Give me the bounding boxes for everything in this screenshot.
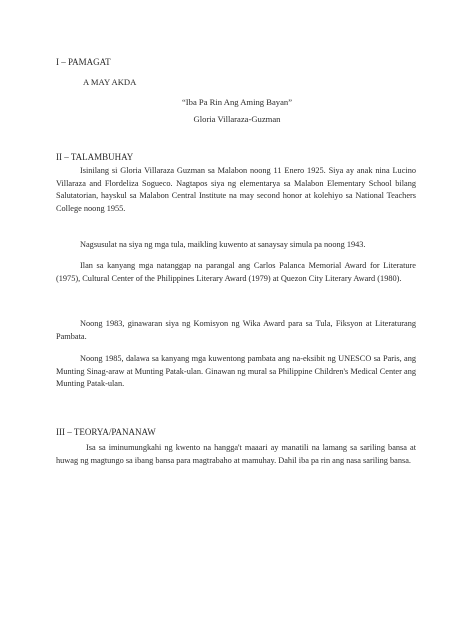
talambuhay-paragraph-2: Nagsusulat na siya ng mga tula, maikling kuwento at sanaysay simula pa noong 1943. xyxy=(80,240,366,249)
story-author: Gloria Villaraza-Guzman xyxy=(193,114,281,124)
talambuhay-paragraph-3: Ilan sa kanyang mga natanggap na parangal ang Carlos Palanca Memorial Award for Literature (1975), Cultural Center of the Philippines Literary Award (1979) at Quezon City Literary Award (1980). xyxy=(56,261,416,283)
section-heading-pamagat: I – PAMAGAT xyxy=(56,57,111,67)
talambuhay-paragraph-1: Isinilang si Gloria Villaraza Guzman sa Malabon noong 11 Enero 1925. Siya ay anak nina Lucino Villaraza and Flordeliza Sogueco. Nagtapos siya ng elementarya sa Malabon Elementary School bilang Salutatorian, hayskul sa Malabon Central Institute na may second honor at kolehiyo sa National Teachers College noong 1955. xyxy=(56,166,416,213)
talambuhay-paragraph-4: Noong 1983, ginawaran siya ng Komisyon ng Wika Award para sa Tula, Fiksyon at Literaturang Pambata. xyxy=(56,319,416,341)
story-title: “Iba Pa Rin Ang Aming Bayan” xyxy=(181,97,293,107)
teorya-paragraph-1: Isa sa iminumungkahi ng kwento na hangga't maaari ay manatili na lamang sa sariling bansa at huwag ng magtungo sa ibang bansa para magtrabaho at mamuhay. Dahil iba pa rin ang nasa sariling bansa. xyxy=(56,443,416,465)
section-heading-teorya: III – TEORYA/PANANAW xyxy=(56,427,156,437)
subheading-may-akda: A MAY AKDA xyxy=(83,77,137,87)
section-heading-talambuhay: II – TALAMBUHAY xyxy=(56,152,134,162)
talambuhay-paragraph-5: Noong 1985, dalawa sa kanyang mga kuwentong pambata ang na-eksibit ng UNESCO sa Paris, ang Munting Sinag-araw at Munting Patak-ulan. Ginawan ng mural sa Philippine Children's Medical Center ang Munting Patak-ulan. xyxy=(56,354,416,389)
